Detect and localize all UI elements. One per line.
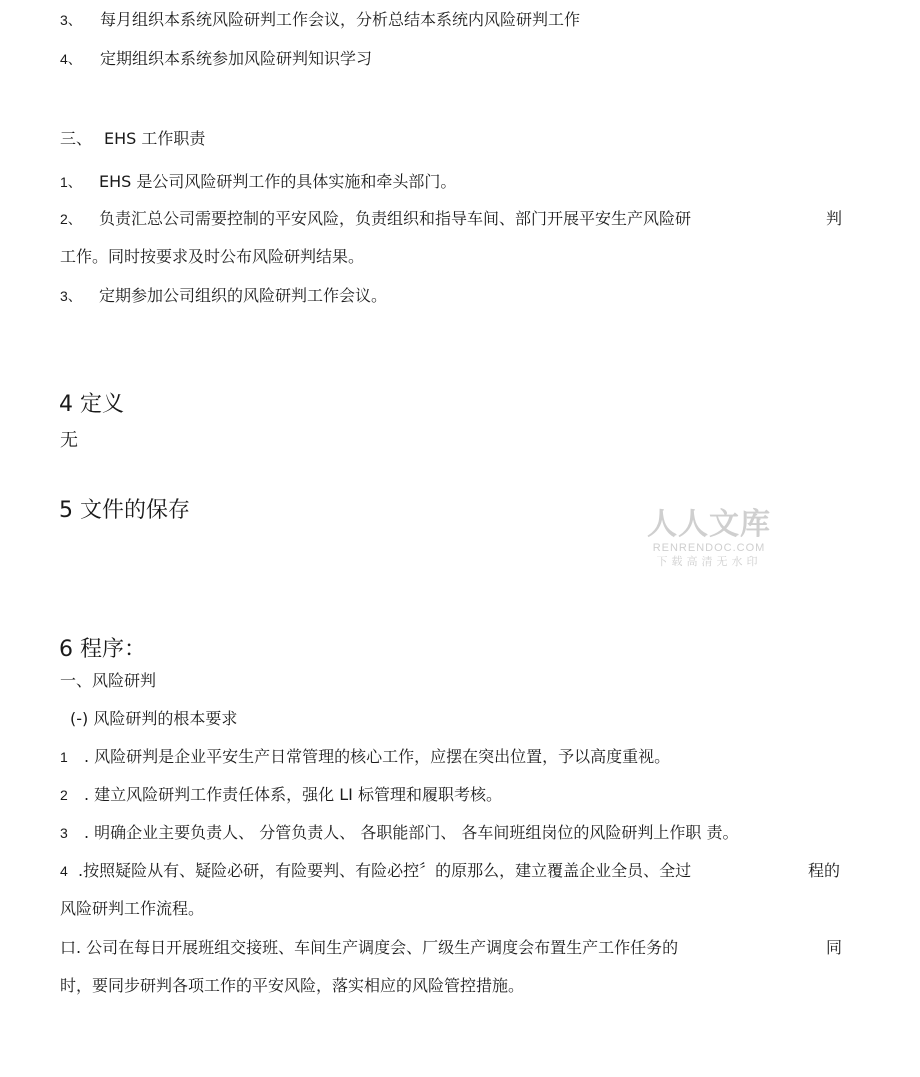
list-item: 3、 每月组织本系统风险研判工作会议，分析总结本系统内风险研判工作	[60, 10, 581, 29]
line-tail: 程的	[808, 861, 841, 880]
list-item-continuation: 时，要同步研判各项工作的平安风险，落实相应的风险管控措施。	[60, 976, 525, 995]
list-item-continuation: 风险研判工作流程。	[60, 899, 205, 918]
watermark-url: RENRENDOC.COM	[652, 542, 766, 554]
section-heading: 6 程序：	[59, 637, 146, 662]
list-item-continuation: 工作。同时按要求及时公布风险研判结果。	[60, 247, 365, 266]
section-body: 无	[60, 430, 78, 451]
list-item: 4 .按照疑险从有、疑险必研，有险要判、有险必控〞的原那么，建立覆盖企业全员、全过	[60, 861, 692, 880]
list-item: 口. 公司在每日开展班组交接班、车间生产调度会、厂级生产调度会布置生产工作任务的	[60, 938, 679, 957]
section-heading: 5 文件的保存	[59, 498, 190, 523]
line-tail: 判	[826, 209, 843, 228]
list-item: 1、 EHS 是公司风险研判工作的具体实施和牵头部门。	[60, 172, 457, 191]
watermark-logo	[646, 508, 772, 568]
list-item: 3、 定期参加公司组织的风险研判工作会议。	[60, 286, 388, 305]
subsection-title: (-) 风险研判的根本要求	[70, 709, 238, 728]
list-item: 1 . 风险研判是企业平安生产日常管理的核心工作，应摆在突出位置，予以高度重视。	[60, 747, 671, 766]
section-title: 三、 EHS 工作职责	[60, 129, 206, 148]
watermark-subtitle: 下载高清无水印	[656, 555, 762, 568]
section-heading: 4 定义	[59, 392, 124, 417]
list-item: 3 . 明确企业主要负责人、 分管负责人、 各职能部门、 各车间班组岗位的风险研判上作职 责。	[60, 823, 739, 842]
subsection-title: 一、风险研判	[60, 671, 157, 690]
list-item: 2 . 建立风险研判工作责任体系，强化 LI 标管理和履职考核。	[60, 785, 502, 804]
list-item: 4、 定期组织本系统参加风险研判知识学习	[60, 49, 373, 68]
line-tail: 同	[826, 938, 843, 957]
watermark-title: 人人文库	[647, 507, 771, 542]
list-item: 2、 负责汇总公司需要控制的平安风险，负责组织和指导车间、部门开展平安生产风险研	[60, 209, 692, 228]
